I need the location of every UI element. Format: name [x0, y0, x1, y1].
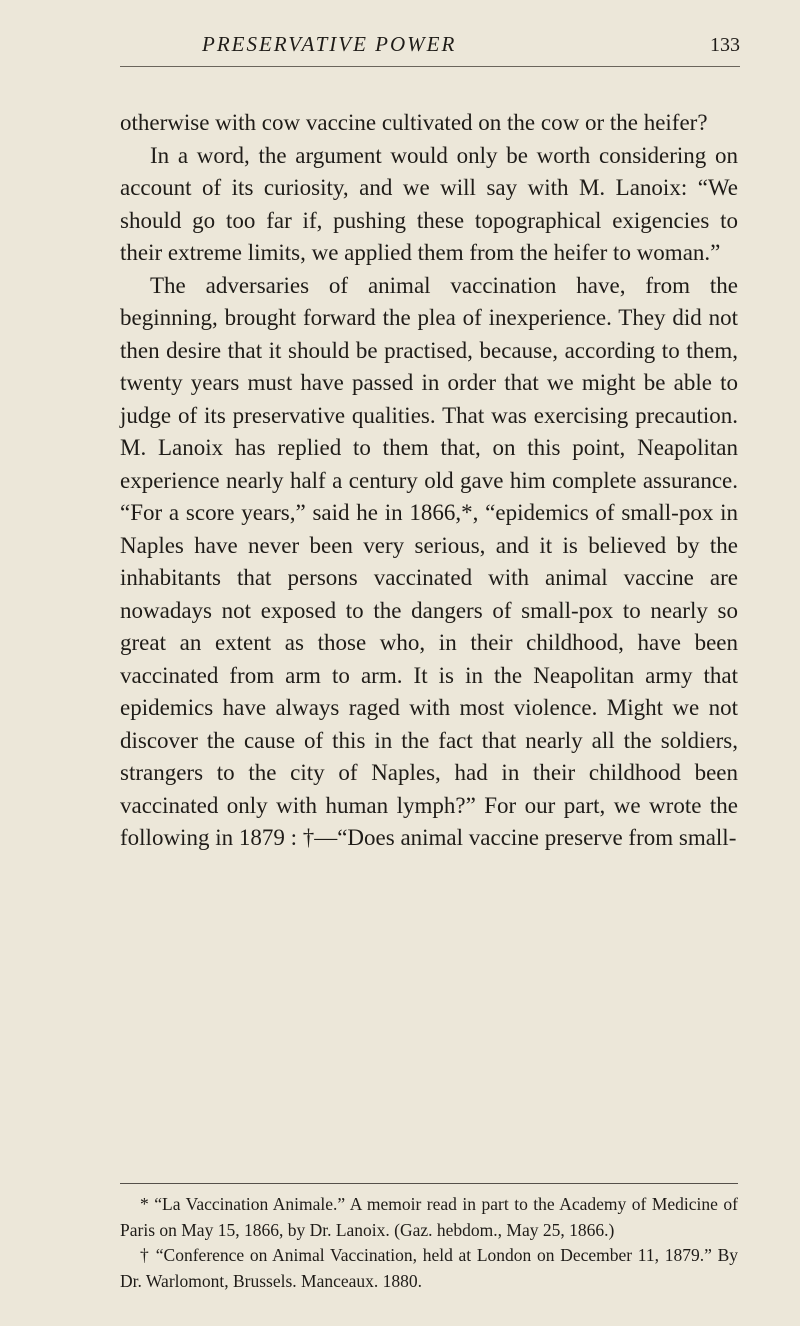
footnote-rule [120, 1183, 738, 1184]
page-header [120, 26, 740, 66]
footnotes [120, 1192, 738, 1294]
paragraph-adversaries: The adversaries of animal vaccination have, from the beginning, brought forward the plea of inexperience. They did not then desire that it should be practised, because, according to them, twenty years must have passed in order that we might be able to judge of its preservative qualities. That was exercising precaution. M. Lanoix has replied to them that, on this point, Neapolitan experience nearly half a century old gave him complete assurance. “For a score years,” said he in 1866,*, “epidemics of small-pox in Naples have never been very serious, and it is believed by the inhabitants that persons vaccinated with animal vaccine are nowadays not exposed to the dangers of small-pox to nearly so great an extent as those who, in their childhood, have been vaccinated from arm to arm. It is in the Neapolitan army that epidemics have always raged with most violence. Might we not discover the cause of this in the fact that nearly all the soldiers, strangers to the city of Naples, had in their childhood been vaccinated only with human lymph?” For our part, we wrote the following in 1879 : †—“Does animal vaccine preserve from small- [120, 272, 738, 850]
paragraph-continuation: otherwise with cow vaccine cultivated on the cow or the heifer? [120, 110, 708, 135]
paragraph-lanoix-argument: In a word, the argument would only be worth considering on account of its curiosity, and we will say with M. Lanoix: “We should go too far if, pushing these topographical exigencies to their extreme limits, we applied them from the heifer to woman.” [120, 142, 738, 265]
footnote-asterisk: * “La Vaccination Animale.” A memoir read in part to the Academy of Medicine of Paris on May 15, 1866, by Dr. Lanoix. (Gaz. hebdom., May 25, 1866.) [120, 1194, 738, 1240]
header-rule [120, 66, 740, 67]
running-head: PRESERVATIVE POWER [202, 32, 457, 56]
body-text [120, 107, 738, 855]
footnote-dagger: † “Conference on Animal Vaccination, held at London on December 11, 1879.” By Dr. Warlomont, Brussels. Manceaux. 1880. [120, 1245, 738, 1291]
page-number: 133 [710, 34, 740, 56]
